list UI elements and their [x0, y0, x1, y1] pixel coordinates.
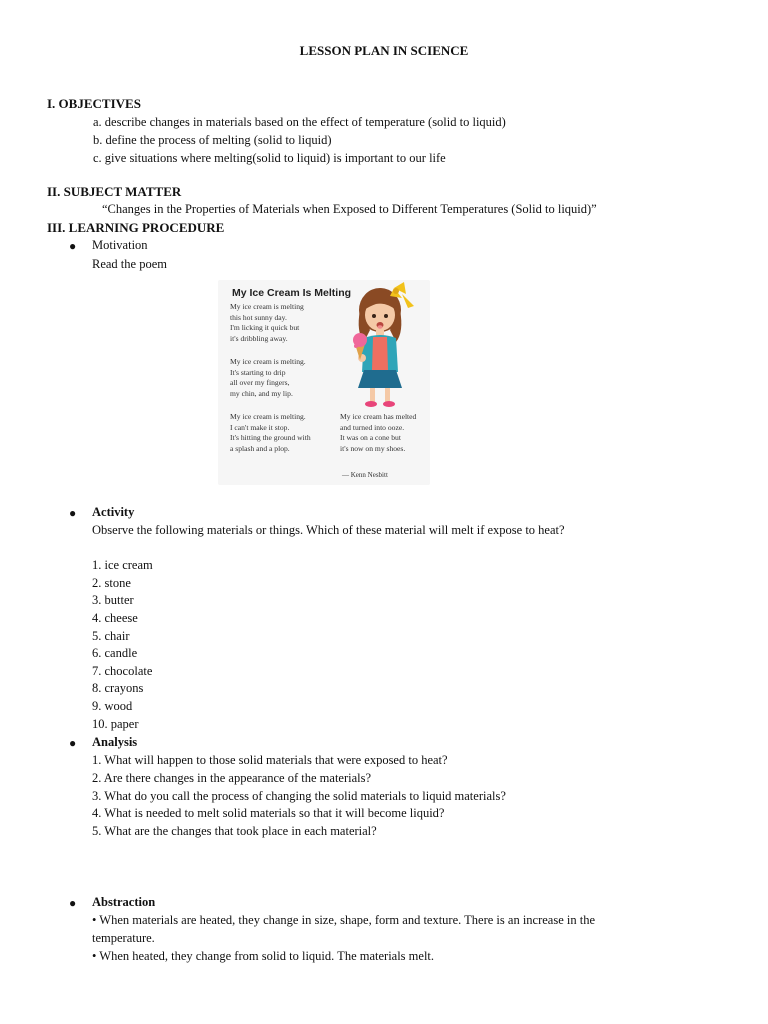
- abstraction-label: Abstraction: [92, 895, 156, 909]
- analysis-question: 4. What is needed to melt solid materials so that it will become liquid?: [92, 806, 445, 820]
- objectives-heading: I. OBJECTIVES: [47, 96, 141, 111]
- poem-stanza-1: [230, 302, 304, 344]
- activity-label: Activity: [92, 505, 135, 519]
- poem-line: and turned into ooze.: [340, 422, 405, 432]
- activity-item: 10. paper: [92, 717, 139, 731]
- learning-procedure-heading: III. LEARNING PROCEDURE: [47, 220, 225, 235]
- poem-line: My ice cream is melting.: [230, 357, 306, 366]
- motivation-bullet: ●: [69, 239, 77, 253]
- analysis-question: 1. What will happen to those solid materials that were exposed to heat?: [92, 753, 448, 767]
- motivation-instruction: Read the poem: [92, 257, 167, 271]
- poem-author: — Kenn Nesbitt: [342, 471, 388, 479]
- analysis-question: 3. What do you call the process of changing the solid materials to liquid materials?: [92, 789, 506, 803]
- poem-line: a splash and a plop.: [230, 443, 290, 453]
- poem-line: It's hitting the ground with: [230, 433, 311, 443]
- activity-item: 7. chocolate: [92, 664, 153, 678]
- activity-item: 3. butter: [92, 593, 134, 607]
- poem-line: I can't make it stop.: [230, 422, 290, 432]
- subject-matter-text: “Changes in the Properties of Materials when Exposed to Different Temperatures (Solid to liquid)”: [102, 202, 597, 216]
- abstraction-bullet: ●: [69, 896, 77, 910]
- poem-line: I'm licking it quick but: [230, 323, 300, 333]
- girl-ice-cream-illustration: [342, 280, 422, 412]
- poem-line: It's starting to drip: [230, 367, 286, 377]
- poem-line: all over my fingers,: [230, 378, 290, 388]
- activity-question: Observe the following materials or things. Which of these material will melt if expose to heat?: [92, 523, 565, 537]
- activity-bullet: ●: [69, 506, 77, 520]
- abstraction-point: • When materials are heated, they change in size, shape, form and texture. There is an increase in the: [92, 913, 596, 927]
- subject-matter-heading: II. SUBJECT MATTER: [47, 184, 182, 199]
- motivation-label: Motivation: [92, 238, 148, 252]
- activity-item: 2. stone: [92, 576, 131, 590]
- poem-line: this hot sunny day.: [230, 312, 287, 322]
- poem-line: My ice cream has melted: [340, 412, 417, 421]
- analysis-question: 2. Are there changes in the appearance of the materials?: [92, 771, 372, 785]
- activity-item: 8. crayons: [92, 681, 144, 695]
- poem-line: It was on a cone but: [340, 433, 401, 443]
- objective-a: a. describe changes in materials based on the effect of temperature (solid to liquid): [93, 115, 506, 129]
- abstraction-point-continued: temperature.: [92, 931, 155, 945]
- poem-stanza-3: [230, 412, 311, 454]
- objective-c: c. give situations where melting(solid to liquid) is important to our life: [93, 151, 446, 165]
- poem-stanza-4: [340, 412, 416, 454]
- poem-line: it's now on my shoes.: [340, 443, 406, 453]
- analysis-bullet: ●: [69, 736, 77, 750]
- poem-line: it's dribbling away.: [230, 333, 288, 343]
- poem-stanza-2: [230, 357, 306, 399]
- objective-b: b. define the process of melting (solid to liquid): [93, 133, 332, 147]
- abstraction-point: • When heated, they change from solid to liquid. The materials melt.: [92, 949, 435, 963]
- poem-line: my chin, and my lip.: [230, 388, 293, 398]
- poem-title: My Ice Cream Is Melting: [232, 287, 352, 299]
- activity-item: 5. chair: [92, 629, 130, 643]
- document-title: LESSON PLAN IN SCIENCE: [299, 43, 469, 58]
- analysis-label: Analysis: [92, 735, 138, 749]
- poem-line: My ice cream is melting.: [230, 412, 306, 421]
- activity-item: 4. cheese: [92, 611, 138, 625]
- activity-item: 9. wood: [92, 699, 133, 713]
- activity-item: 6. candle: [92, 646, 138, 660]
- analysis-question: 5. What are the changes that took place in each material?: [92, 824, 377, 838]
- activity-item: 1. ice cream: [92, 558, 153, 572]
- poem-line: My ice cream is melting: [230, 302, 304, 311]
- poem-card: [218, 280, 430, 485]
